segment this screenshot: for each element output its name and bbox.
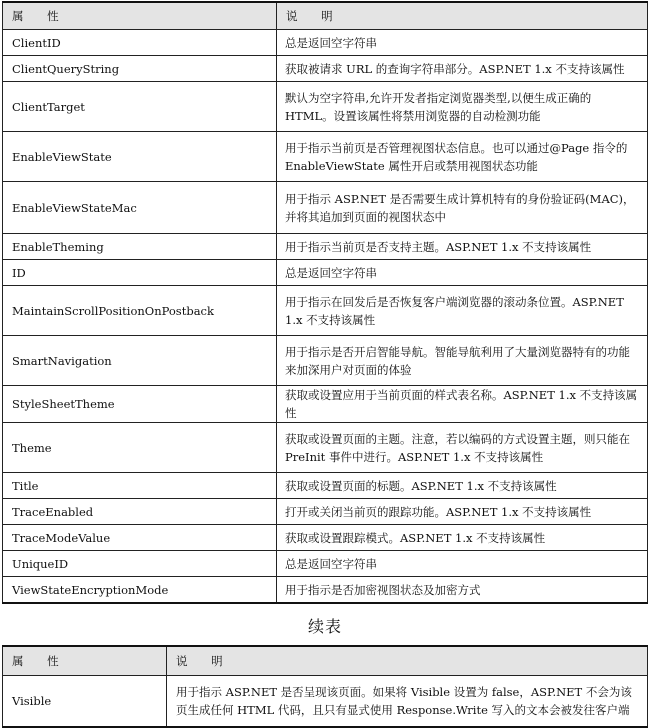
property-description: 总是返回空字符串 bbox=[277, 30, 648, 56]
property-description: 打开或关闭当前页的跟踪功能。ASP.NET 1.x 不支持该属性 bbox=[277, 499, 648, 525]
table-row bbox=[3, 132, 648, 182]
property-name: SmartNavigation bbox=[3, 336, 277, 386]
table-row bbox=[3, 386, 648, 423]
table-row bbox=[3, 56, 648, 82]
table-row bbox=[3, 473, 648, 499]
table-row bbox=[3, 336, 648, 386]
property-name: MaintainScrollPositionOnPostback bbox=[3, 286, 277, 336]
property-description: 用于指示在回发后是否恢复客户端浏览器的滚动条位置。ASP.NET 1.x 不支持该属性 bbox=[277, 286, 648, 336]
table-row bbox=[3, 260, 648, 286]
property-name: EnableTheming bbox=[3, 234, 277, 260]
table-row bbox=[3, 676, 648, 728]
property-name: StyleSheetTheme bbox=[3, 386, 277, 423]
property-name: EnableViewState bbox=[3, 132, 277, 182]
table-row bbox=[3, 423, 648, 473]
property-name: ClientTarget bbox=[3, 82, 277, 132]
header-property: 属 性 bbox=[3, 2, 277, 30]
table-row bbox=[3, 525, 648, 551]
table-header-row bbox=[3, 646, 648, 676]
table-row bbox=[3, 499, 648, 525]
table-row bbox=[3, 82, 648, 132]
table-row bbox=[3, 182, 648, 234]
property-name: Title bbox=[3, 473, 277, 499]
property-description: 获取或设置跟踪模式。ASP.NET 1.x 不支持该属性 bbox=[277, 525, 648, 551]
property-name: ID bbox=[3, 260, 277, 286]
property-description: 默认为空字符串,允许开发者指定浏览器类型,以便生成正确的 HTML。设置该属性将禁用浏览器的自动检测功能 bbox=[277, 82, 648, 132]
property-description: 总是返回空字符串 bbox=[277, 551, 648, 577]
table-row bbox=[3, 234, 648, 260]
table-row bbox=[3, 30, 648, 56]
header-property: 属 性 bbox=[3, 646, 167, 676]
property-name: UniqueID bbox=[3, 551, 277, 577]
header-description: 说 明 bbox=[277, 2, 648, 30]
header-description: 说 明 bbox=[167, 646, 648, 676]
property-name: ViewStateEncryptionMode bbox=[3, 577, 277, 604]
table-row bbox=[3, 551, 648, 577]
property-description: 获取被请求 URL 的查询字符串部分。ASP.NET 1.x 不支持该属性 bbox=[277, 56, 648, 82]
table-row bbox=[3, 577, 648, 604]
continued-table-label: 续表 bbox=[307, 617, 342, 636]
continued-properties-table bbox=[2, 645, 648, 728]
property-name: Visible bbox=[3, 676, 167, 728]
table-row bbox=[3, 286, 648, 336]
property-description: 用于指示 ASP.NET 是否呈现该页面。如果将 Visible 设置为 false，ASP.NET 不会为该页生成任何 HTML 代码，且只有显式使用 Response.Write 写入的文本会被发往客户端 bbox=[167, 676, 648, 728]
properties-table bbox=[2, 1, 648, 604]
property-description: 用于指示当前页是否管理视图状态信息。也可以通过@Page 指令的 EnableViewState 属性开启或禁用视图状态功能 bbox=[277, 132, 648, 182]
property-name: ClientQueryString bbox=[3, 56, 277, 82]
property-name: ClientID bbox=[3, 30, 277, 56]
property-description: 获取或设置页面的标题。ASP.NET 1.x 不支持该属性 bbox=[277, 473, 648, 499]
property-description: 用于指示是否开启智能导航。智能导航利用了大量浏览器特有的功能来加深用户对页面的体验 bbox=[277, 336, 648, 386]
property-description: 获取或设置应用于当前页面的样式表名称。ASP.NET 1.x 不支持该属性 bbox=[277, 386, 648, 423]
property-name: Theme bbox=[3, 423, 277, 473]
property-description: 用于指示 ASP.NET 是否需要生成计算机特有的身份验证码(MAC)，并将其追加到页面的视图状态中 bbox=[277, 182, 648, 234]
property-description: 获取或设置页面的主题。注意，若以编码的方式设置主题，则只能在 PreInit 事件中进行。ASP.NET 1.x 不支持该属性 bbox=[277, 423, 648, 473]
property-description: 总是返回空字符串 bbox=[277, 260, 648, 286]
property-name: TraceModeValue bbox=[3, 525, 277, 551]
property-description: 用于指示当前页是否支持主题。ASP.NET 1.x 不支持该属性 bbox=[277, 234, 648, 260]
table-header-row bbox=[3, 2, 648, 30]
property-name: TraceEnabled bbox=[3, 499, 277, 525]
property-description: 用于指示是否加密视图状态及加密方式 bbox=[277, 577, 648, 604]
property-name: EnableViewStateMac bbox=[3, 182, 277, 234]
